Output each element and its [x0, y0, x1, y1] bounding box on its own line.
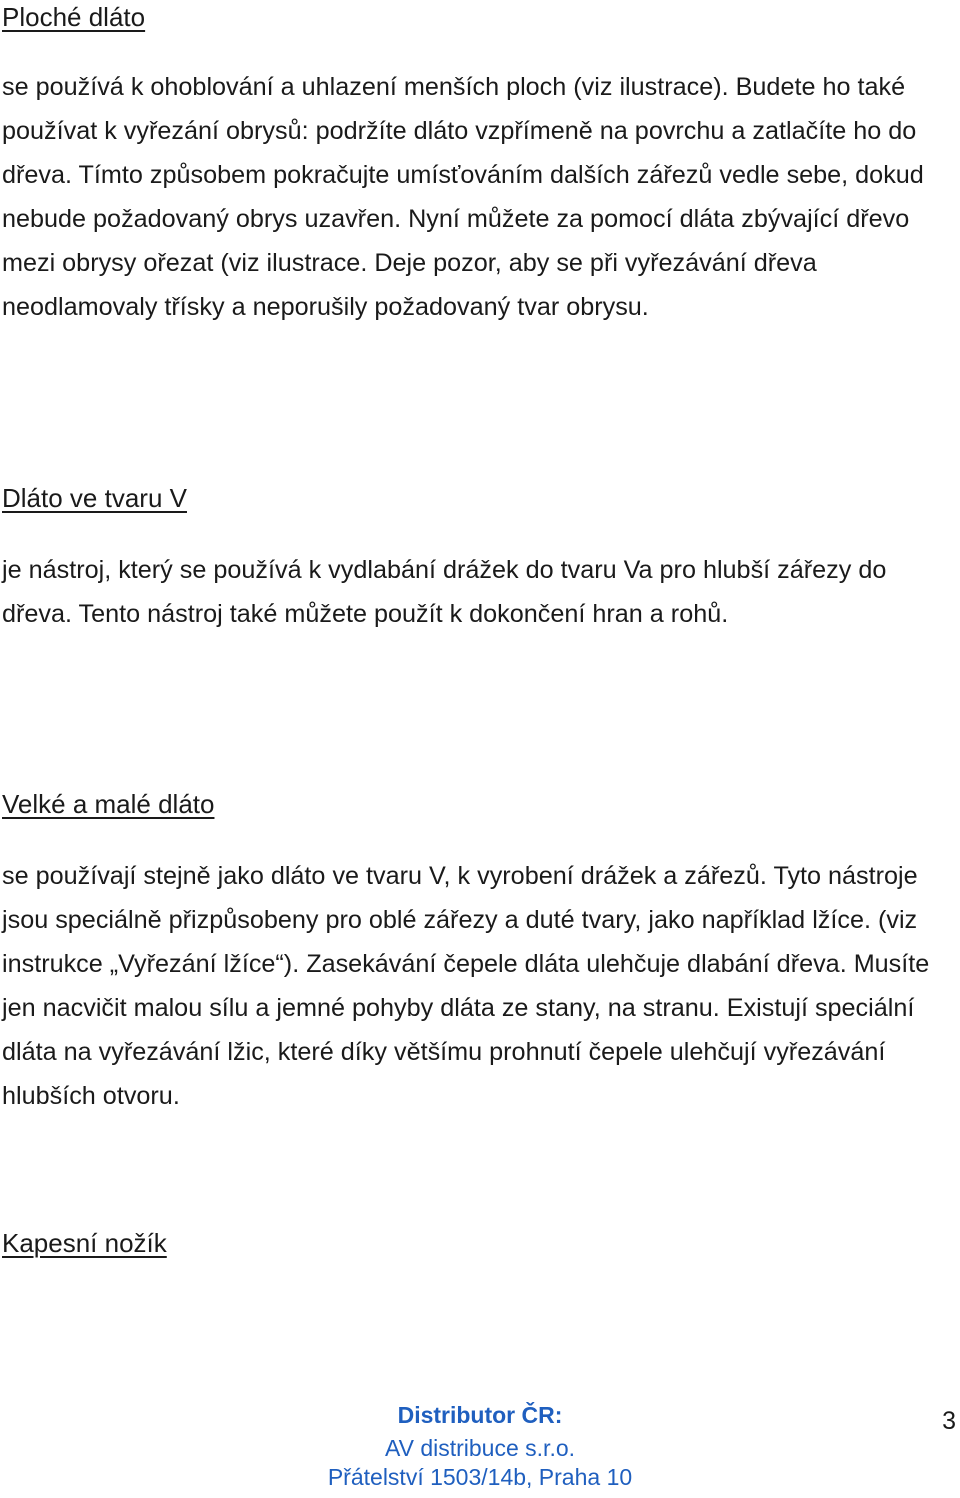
section-heading-velke-male-dlato: Velké a malé dláto	[2, 789, 215, 819]
page-footer	[0, 1396, 960, 1496]
section-text-dlato-v: je nástroj, který se používá k vydlabání drážek do tvaru Va pro hlubší zářezy do dřeva. Tento nástroj také můžete použít k dokončení hran a rohů.	[2, 556, 887, 628]
footer-address: Přátelství 1503/14b, Praha 10	[327, 1464, 633, 1490]
section-text-velke-male-dlato: se používají stejně jako dláto ve tvaru V, k vyrobení drážek a zářezů. Tyto nástroje jsou speciálně přizpůsobeny pro oblé zářezy a duté tvary, jako například lžíce. (viz instrukce „Vyřezání lžíce“). Zasekávání čepele dláta ulehčuje dlabání dřeva. Musíte jen nacvičit malou sílu a jemné pohyby dláta ze stany, na stranu. Existují speciální dláta na vyřezávání lžic, které díky většímu prohnutí čepele ulehčují vyřezávání hlubších otvoru.	[2, 862, 930, 1110]
footer-company-name: AV distribuce s.r.o.	[384, 1435, 576, 1461]
section-heading-dlato-v: Dláto ve tvaru V	[2, 483, 187, 513]
section-text-ploche-dlato: se používá k ohoblování a uhlazení menších ploch (viz ilustrace). Budete ho také používat k vyřezání obrysů: podržíte dláto vzpřímeně na povrchu a zatlačíte ho do dřeva. Tímto způsobem pokračujte umísťováním dalších zářezů vedle sebe, dokud nebude požadovaný obrys uzavřen. Nyní můžete za pomocí dláta zbývající dřevo mezi obrysy ořezat (viz ilustrace. Deje pozor, aby se při vyřezávání dřeva neodlamovaly třísky a neporušily požadovaný tvar obrysu.	[2, 73, 924, 321]
page-number: 3	[942, 1407, 956, 1435]
section-heading-kapesni-nozik: Kapesní nožík	[2, 1228, 167, 1258]
section-heading-ploche-dlato: Ploché dláto	[2, 2, 146, 32]
footer-distributor-label: Distributor ČR:	[397, 1402, 563, 1428]
